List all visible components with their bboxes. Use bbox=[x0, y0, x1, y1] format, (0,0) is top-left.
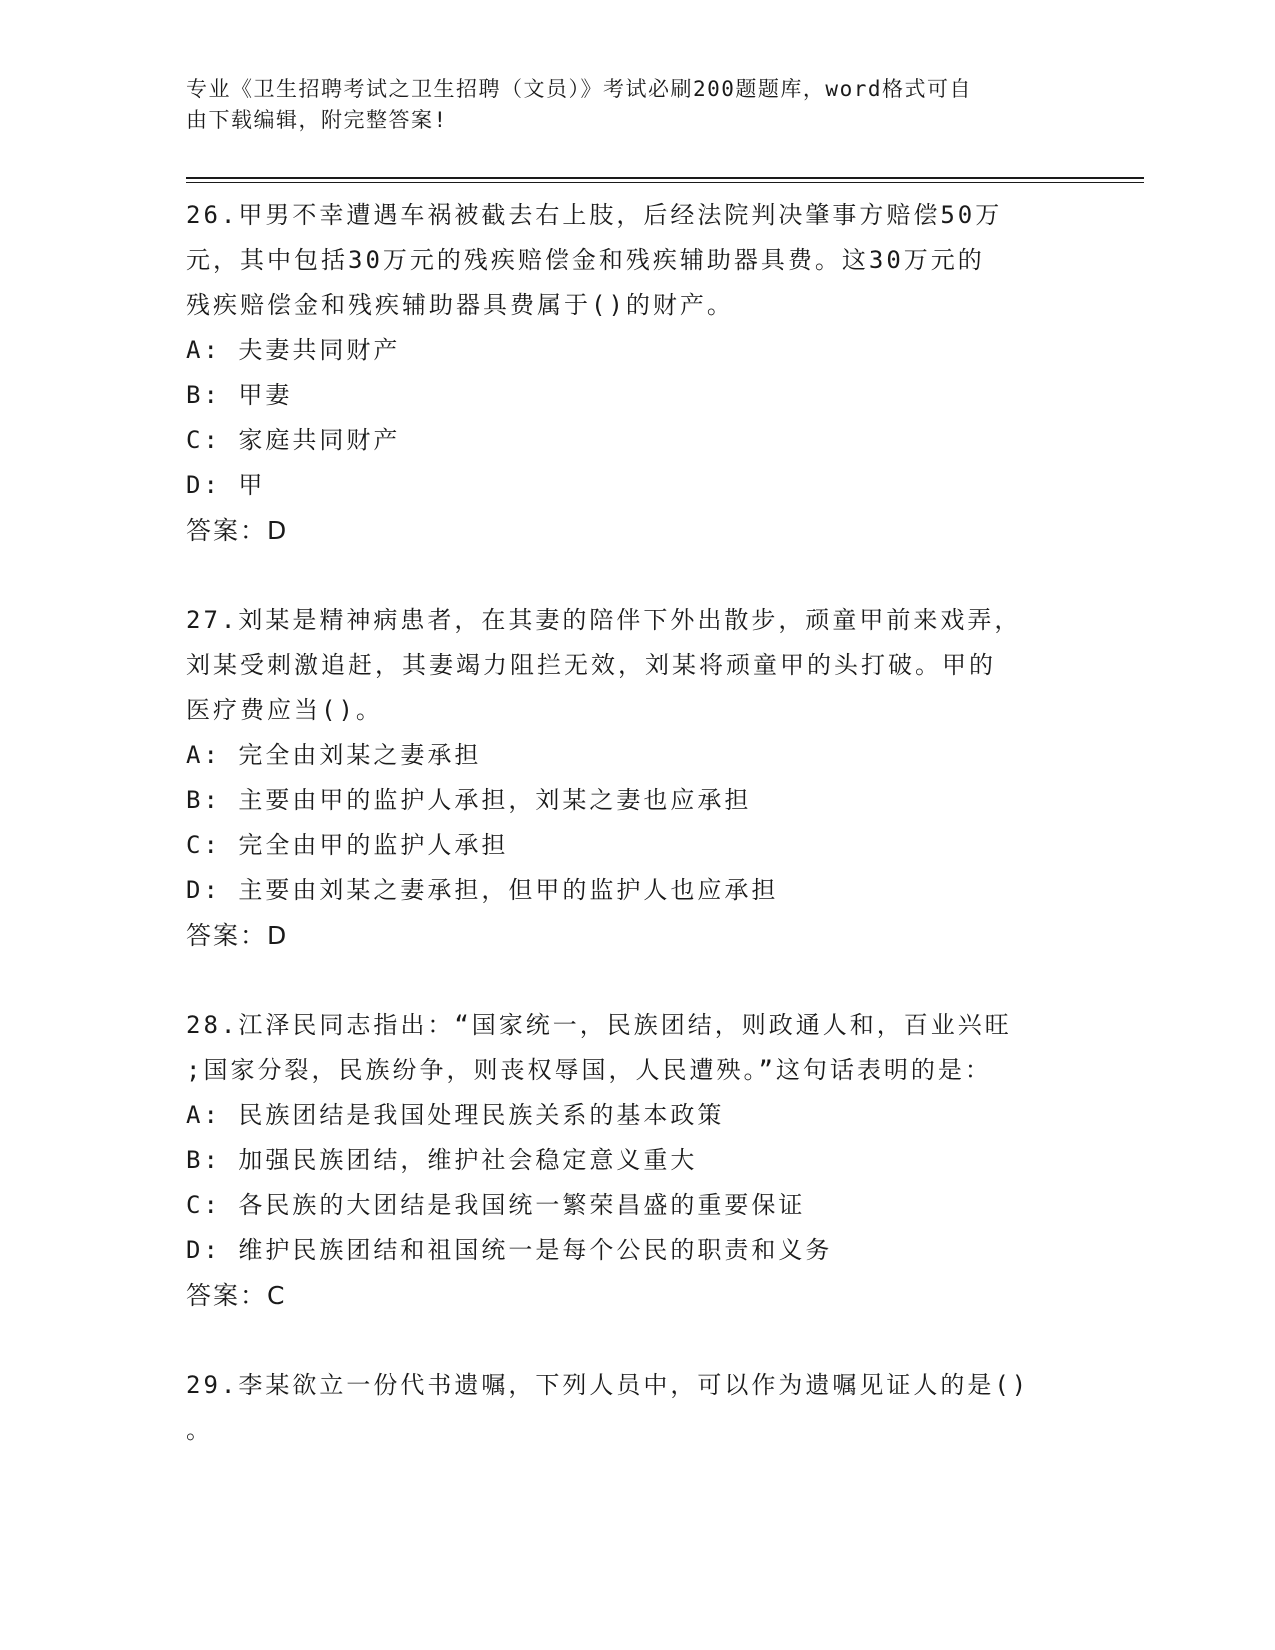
answer-line: 答案：D bbox=[186, 921, 289, 950]
question-29 bbox=[186, 1363, 1066, 1453]
option-c: C: 各民族的大团结是我国统一繁荣昌盛的重要保证 bbox=[186, 1191, 806, 1219]
header-line-2: 由下载编辑，附完整答案! bbox=[186, 108, 448, 132]
stem-line: ;国家分裂，民族纷争，则丧权辱国，人民遭殃。”这句话表明的是： bbox=[186, 1056, 992, 1084]
question-spacer bbox=[186, 553, 1066, 598]
option-c: C: 完全由甲的监护人承担 bbox=[186, 831, 509, 859]
question-28 bbox=[186, 1003, 1066, 1318]
question-stem bbox=[186, 1363, 1066, 1453]
stem-line: 刘某受刺激追赶，其妻竭力阻拦无效，刘某将顽童甲的头打破。甲的 bbox=[186, 651, 996, 679]
stem-line: 。 bbox=[186, 1416, 213, 1444]
option-d: D: 甲 bbox=[186, 471, 266, 499]
option-d: D: 主要由刘某之妻承担，但甲的监护人也应承担 bbox=[186, 876, 779, 904]
answer-line: 答案：C bbox=[186, 1281, 287, 1310]
stem-line: 残疾赔偿金和残疾辅助器具费属于()的财产。 bbox=[186, 291, 734, 319]
stem-line: 27.刘某是精神病患者，在其妻的陪伴下外出散步，顽童甲前来戏弄， bbox=[186, 606, 1022, 634]
option-b: B: 甲妻 bbox=[186, 381, 293, 409]
question-stem bbox=[186, 193, 1066, 328]
document-header bbox=[186, 74, 1066, 136]
header-divider-thin bbox=[186, 182, 1144, 183]
answer-line: 答案：D bbox=[186, 516, 289, 545]
question-26 bbox=[186, 193, 1066, 553]
stem-line: 元，其中包括30万元的残疾赔偿金和残疾辅助器具费。这30万元的 bbox=[186, 246, 985, 274]
option-a: A: 民族团结是我国处理民族关系的基本政策 bbox=[186, 1101, 725, 1129]
stem-line: 28.江泽民同志指出：“国家统一，民族团结，则政通人和，百业兴旺 bbox=[186, 1011, 1012, 1039]
option-c: C: 家庭共同财产 bbox=[186, 426, 401, 454]
stem-line: 医疗费应当()。 bbox=[186, 696, 383, 724]
option-d: D: 维护民族团结和祖国统一是每个公民的职责和义务 bbox=[186, 1236, 833, 1264]
question-27 bbox=[186, 598, 1066, 958]
question-stem bbox=[186, 598, 1066, 733]
question-list bbox=[186, 193, 1066, 1453]
header-divider-thick bbox=[186, 177, 1144, 179]
question-spacer bbox=[186, 958, 1066, 1003]
question-spacer bbox=[186, 1318, 1066, 1363]
option-b: B: 加强民族团结，维护社会稳定意义重大 bbox=[186, 1146, 698, 1174]
stem-line: 26.甲男不幸遭遇车祸被截去右上肢，后经法院判决肇事方赔偿50万 bbox=[186, 201, 1003, 229]
option-a: A: 夫妻共同财产 bbox=[186, 336, 401, 364]
question-stem bbox=[186, 1003, 1066, 1093]
stem-line: 29.李某欲立一份代书遗嘱，下列人员中，可以作为遗嘱见证人的是() bbox=[186, 1371, 1030, 1399]
option-b: B: 主要由甲的监护人承担，刘某之妻也应承担 bbox=[186, 786, 752, 814]
header-line-1: 专业《卫生招聘考试之卫生招聘（文员）》考试必刷200题题库，word格式可自 bbox=[186, 77, 972, 101]
option-a: A: 完全由刘某之妻承担 bbox=[186, 741, 482, 769]
